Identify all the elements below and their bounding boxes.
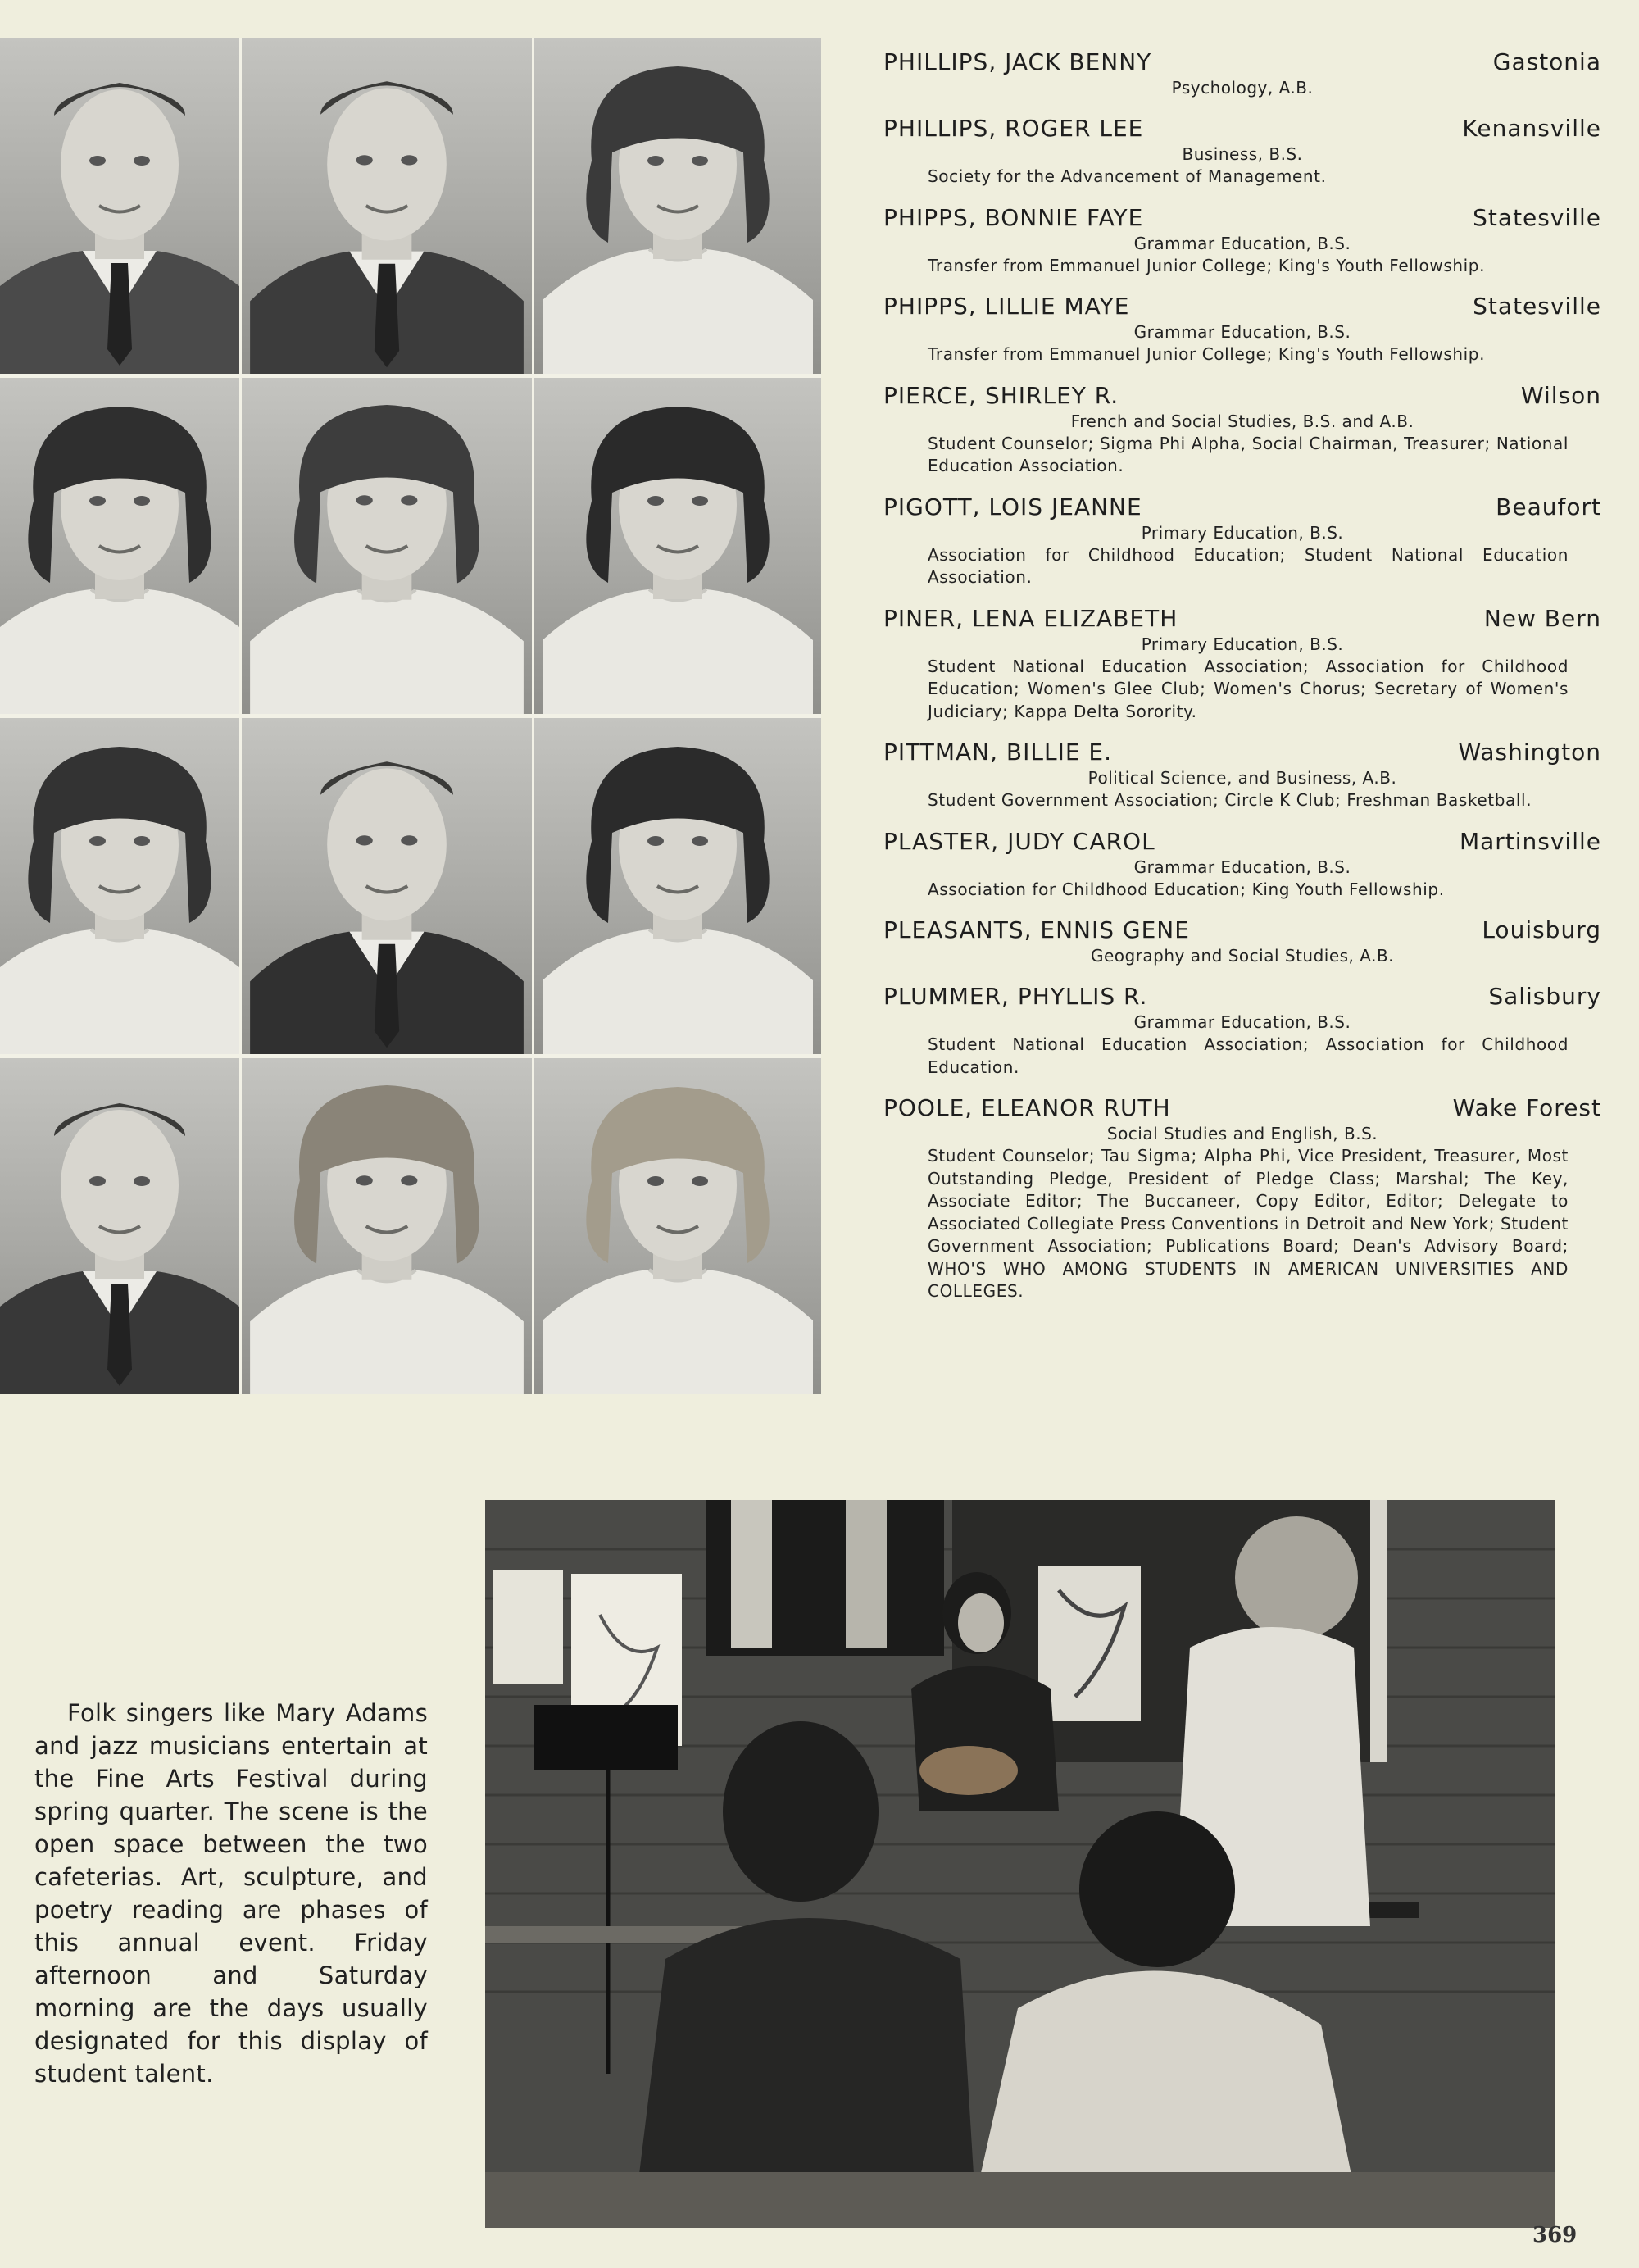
student-degree: Social Studies and English, B.S.: [1106, 1124, 1378, 1143]
student-activities: Student Government Association; Circle K Club; Freshman Basketball.: [928, 790, 1532, 810]
student-degree: Grammar Education, B.S.: [1133, 233, 1351, 253]
student-portrait: [534, 1058, 821, 1394]
student-activities: Transfer from Emmanuel Junior College; King's Youth Fellowship.: [928, 344, 1486, 364]
festival-photo: [485, 1500, 1555, 2228]
student-entry: [883, 1093, 1601, 1303]
entry-header: [883, 203, 1601, 233]
student-entry: [883, 203, 1601, 278]
student-degree: Primary Education, B.S.: [1141, 522, 1344, 543]
student-entry: [883, 916, 1601, 967]
student-degree: Grammar Education, B.S.: [1133, 857, 1351, 877]
entry-header: [883, 114, 1601, 143]
student-degree: Grammar Education, B.S.: [1133, 322, 1351, 342]
student-portrait: [242, 1058, 532, 1394]
student-entry: [883, 292, 1601, 366]
student-degree: Primary Education, B.S.: [1141, 634, 1344, 654]
student-hometown: Wilson: [1520, 381, 1601, 409]
student-degree: Grammar Education, B.S.: [1133, 1012, 1351, 1032]
student-hometown: Beaufort: [1496, 493, 1601, 520]
student-activities: Student Counselor; Tau Sigma; Alpha Phi, Vice President, Treasurer, Most Outstanding Pledge, President of Pledge Class; Marshal; The Key, Associate Editor; The Buccaneer, Copy Editor, Editor; Delegate to Associated Collegiate Press Conventions in Detroit and New York; Student Government Association; Publications Board; Dean's Advisory Board; WHO'S WHO AMONG STUDENTS IN AMERICAN UNIVERSITIES AND COLLEGES.: [928, 1146, 1569, 1301]
student-portrait: [242, 378, 532, 714]
student-name: PHILLIPS, ROGER LEE: [883, 115, 1144, 142]
student-activities: Transfer from Emmanuel Junior College; King's Youth Fellowship.: [928, 255, 1486, 275]
student-hometown: Wake Forest: [1452, 1094, 1601, 1121]
photo-caption: Folk singers like Mary Adams and jazz musicians entertain at the Fine Arts Festival during spring quarter. The scene is the open space between the two cafeterias. Art, sculpture, and poetry reading are phases of this annual event. Friday afternoon and Saturday morning are the days usually designated for this display of student talent.: [34, 1699, 428, 2088]
student-entry: [883, 827, 1601, 902]
student-degree: Business, B.S.: [1182, 144, 1303, 164]
student-name: PHIPPS, LILLIE MAYE: [883, 293, 1130, 320]
student-name: PHIPPS, BONNIE FAYE: [883, 203, 1144, 231]
student-name: PITTMAN, BILLIE E.: [883, 739, 1113, 766]
student-name: PLASTER, JUDY CAROL: [883, 827, 1155, 855]
student-activities: Association for Childhood Education; King Youth Fellowship.: [928, 879, 1445, 899]
portrait-grid: [0, 38, 821, 1394]
student-hometown: Salisbury: [1488, 983, 1601, 1010]
student-entry: [883, 381, 1601, 478]
student-name: PLUMMER, PHYLLIS R.: [883, 983, 1148, 1010]
student-degree: Geography and Social Studies, A.B.: [1090, 946, 1395, 966]
entry-header: [883, 1093, 1601, 1123]
student-entry: [883, 493, 1601, 589]
entry-header: [883, 982, 1601, 1011]
student-entry: [883, 48, 1601, 99]
student-activities: Association for Childhood Education; Student National Education Association.: [928, 544, 1569, 587]
student-name: PLEASANTS, ENNIS GENE: [883, 916, 1190, 943]
student-portrait: [534, 378, 821, 714]
student-entry: [883, 738, 1601, 812]
student-portrait: [0, 1058, 239, 1394]
student-activities: Student Counselor; Sigma Phi Alpha, Social Chairman, Treasurer; National Education Association.: [928, 433, 1569, 475]
student-entry: [883, 982, 1601, 1079]
entry-header: [883, 48, 1601, 77]
student-entries: [883, 48, 1601, 1318]
student-hometown: Louisburg: [1482, 916, 1601, 943]
entry-header: [883, 493, 1601, 522]
student-name: POOLE, ELEANOR RUTH: [883, 1094, 1171, 1121]
student-entry: [883, 604, 1601, 724]
student-degree: French and Social Studies, B.S. and A.B.: [1070, 411, 1414, 431]
student-portrait: [534, 718, 821, 1054]
student-name: PIGOTT, LOIS JEANNE: [883, 493, 1142, 520]
student-hometown: Gastonia: [1492, 48, 1601, 75]
student-portrait: [242, 718, 532, 1054]
entry-header: [883, 738, 1601, 767]
student-activities: Student National Education Association; Association for Childhood Education.: [928, 1034, 1569, 1077]
student-activities: Student National Education Association; Association for Childhood Education; Women's Glee Club; Women's Chorus; Secretary of Women's Judiciary; Kappa Delta Sorority.: [928, 656, 1569, 721]
student-degree: Political Science, and Business, A.B.: [1087, 768, 1397, 788]
student-activities: Society for the Advancement of Management.: [928, 166, 1327, 186]
page-number: 369: [1532, 2223, 1578, 2248]
student-portrait: [242, 38, 532, 374]
student-name: PINER, LENA ELIZABETH: [883, 604, 1178, 632]
student-name: PHILLIPS, JACK BENNY: [883, 48, 1152, 75]
student-hometown: Statesville: [1473, 203, 1601, 231]
student-portrait: [534, 38, 821, 374]
entry-header: [883, 916, 1601, 945]
student-hometown: Washington: [1458, 739, 1601, 766]
student-hometown: Kenansville: [1462, 115, 1601, 142]
student-entry: [883, 114, 1601, 189]
student-portrait: [0, 378, 239, 714]
student-degree: Psychology, A.B.: [1171, 78, 1314, 98]
student-hometown: Statesville: [1473, 293, 1601, 320]
student-portrait: [0, 718, 239, 1054]
student-hometown: Martinsville: [1459, 827, 1601, 855]
entry-header: [883, 604, 1601, 634]
entry-header: [883, 381, 1601, 411]
student-name: PIERCE, SHIRLEY R.: [883, 381, 1119, 409]
student-portrait: [0, 38, 239, 374]
entry-header: [883, 292, 1601, 321]
student-hometown: New Bern: [1483, 604, 1601, 632]
entry-header: [883, 827, 1601, 857]
